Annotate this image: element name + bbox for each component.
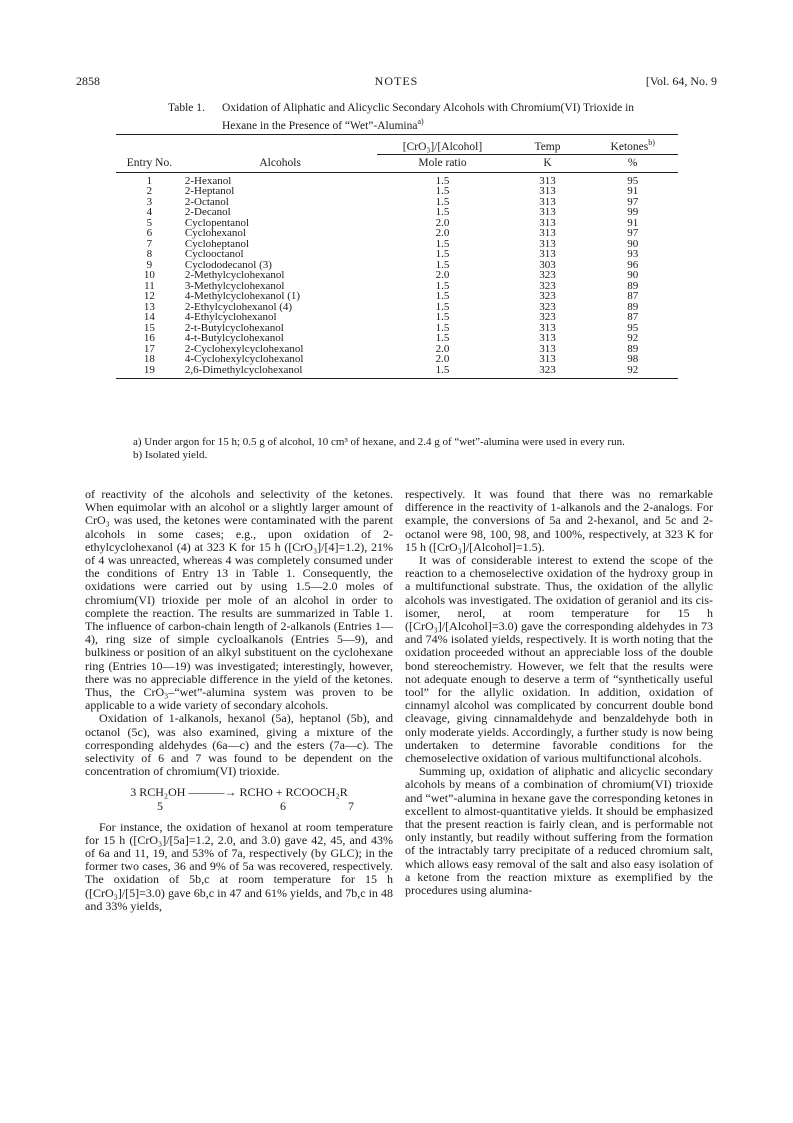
footnote-a: a) Under argon for 15 h; 0.5 g of alcohol, 10 cm³ of hexane, and 2.4 g of “wet”-alumina were used in every run. [133, 436, 625, 448]
cell-alcohol: Cyclohexanol [184, 227, 246, 240]
cell-entry: 11 [144, 279, 155, 292]
cell-ketones: 92 [587, 365, 678, 379]
header-ketones [587, 135, 678, 155]
cell-alcohol: 2-Heptanol [184, 185, 235, 198]
cell-ratio: 1.5 [435, 258, 450, 271]
cell-alcohol: 2,6-Dimethylcyclohexanol [183, 365, 378, 379]
right-paragraph-1: respectively. It was found that there was no remarkable difference in the reactivity of 1-alkanols and the 2-analogs. For example, the conversions of 5a and 2-hexanol, and 5c and 2-octanol were 98, 100, 98, and 100%, respectively, at 323 K for 15 h ([CrO₃]/[Alcohol]=1.5). [405, 487, 713, 554]
cell-entry: 15 [143, 321, 155, 334]
cell-temp: 313 [539, 195, 556, 208]
right-column [405, 488, 713, 897]
cell-entry: 1 [146, 174, 153, 187]
cell-temp: 313 [539, 237, 556, 250]
cell-ratio: 1.5 [435, 290, 450, 303]
header-ketones-unit: % [587, 155, 678, 173]
cell-ketones: 93 [627, 248, 639, 261]
cell-alcohol: 2-t-Butylcyclohexanol [184, 321, 284, 334]
header-temp-unit: K [508, 155, 588, 173]
cell-entry: 4 [146, 206, 153, 219]
equation-compound-numbers [85, 800, 393, 813]
cell-alcohol: 4-Ethylcyclohexanol [184, 311, 277, 324]
cell-temp: 313 [539, 353, 556, 366]
cell-temp: 323 [539, 269, 556, 282]
cell-alcohol: Cyclododecanol (3) [184, 258, 272, 271]
cell-entry: 19 [116, 365, 183, 379]
table-footnotes [133, 436, 693, 462]
cell-entry: 6 [146, 227, 153, 240]
cell-ketones: 97 [627, 195, 639, 208]
reaction-equation [85, 786, 393, 812]
cell-entry: 7 [146, 237, 153, 250]
page-header [76, 74, 717, 90]
cell-ratio: 1.5 [435, 332, 450, 345]
table-row [116, 172, 678, 186]
cell-ratio: 1.5 [435, 174, 450, 187]
cell-ketones: 87 [627, 311, 639, 324]
header-ratio-unit: Mole ratio [377, 155, 507, 173]
cell-ketones: 92 [627, 332, 639, 345]
cell-ketones: 90 [627, 269, 639, 282]
cell-alcohol: 2-Cyclohexylcyclohexanol [184, 342, 304, 355]
cell-ratio: 1.5 [435, 248, 450, 261]
cell-ratio: 2.0 [435, 227, 450, 240]
table-header [116, 135, 678, 173]
cell-entry: 5 [146, 216, 153, 229]
cell-entry: 10 [143, 269, 155, 282]
volume-info: [Vol. 64, No. 9 [645, 74, 717, 88]
compound-number-5: 5 [157, 798, 163, 813]
cell-ketones: 99 [627, 206, 639, 219]
cell-alcohol: 2-Ethylcyclohexanol (4) [184, 300, 293, 313]
cell-alcohol: 4-t-Butylcyclohexanol [184, 332, 284, 345]
cell-entry: 3 [146, 195, 153, 208]
compound-number-7: 7 [348, 798, 354, 813]
cell-ketones: 90 [627, 237, 639, 250]
results-table [116, 134, 678, 379]
cell-ketones: 91 [627, 185, 639, 198]
table-body [116, 172, 678, 379]
header-ketones-text: Ketones [610, 140, 649, 153]
cell-entry: 9 [146, 258, 153, 271]
left-column [85, 488, 393, 913]
cell-temp: 313 [539, 248, 556, 261]
cell-ratio: 1.5 [435, 311, 450, 324]
cell-entry: 14 [143, 311, 155, 324]
cell-entry: 18 [143, 353, 155, 366]
cell-ratio: 1.5 [435, 321, 450, 334]
cell-temp: 313 [539, 206, 556, 219]
cell-temp: 313 [539, 321, 556, 334]
header-temp: Temp [508, 135, 588, 155]
cell-ketones: 98 [627, 353, 639, 366]
cell-ketones: 89 [627, 342, 639, 355]
cell-entry: 8 [146, 248, 153, 261]
cell-alcohol: 2-Hexanol [184, 174, 232, 187]
cell-temp: 323 [508, 365, 588, 379]
header-alcohols: Alcohols [183, 135, 378, 173]
cell-alcohol: 2-Octanol [184, 195, 229, 208]
cell-ratio: 1.5 [377, 365, 507, 379]
table-label: Table 1. [168, 102, 205, 114]
cell-ratio: 1.5 [435, 300, 450, 313]
cell-alcohol: 3-Methylcyclohexanol [184, 279, 285, 292]
right-paragraph-2: It was of considerable interest to extend the scope of the reaction to a chemoselective oxidation of the hydroxy group in a multifunctional substrate. Thus, the oxidation of the allylic alcohols was investigated. The oxidation of geraniol and its cis-isomer, nerol, at room temperature for 15 h ([CrO₃]/[Alcohol]=3.0) gave the corresponding aldehydes in 73 and 74% isolated yields, respectively. It is worth noting that the oxidation proceeded without an appreciable loss of the double bond stereochemistry. However, we felt that the results were not adequate enough to deserve a term of “synthetically useful tool” for the allylic oxidation. In addition, oxidation of cinnamyl alcohol was complicated by concurrent double bond cleavage, giving cinnamaldehyde and benzaldehyde both in only moderate yields. Accordingly, a further study is now being undertaken to determine favorable conditions for the chemoselective oxidation of various multifunctional alcohols. [405, 553, 713, 766]
cell-ketones: 89 [627, 300, 639, 313]
cell-ketones: 97 [627, 227, 639, 240]
cell-temp: 313 [539, 332, 556, 345]
cell-temp: 313 [539, 216, 556, 229]
cell-alcohol: 4-Cyclohexylcyclohexanol [184, 353, 304, 366]
cell-alcohol: 2-Decanol [184, 206, 231, 219]
cell-ratio: 1.5 [435, 206, 450, 219]
cell-entry: 16 [143, 332, 155, 345]
cell-ratio: 1.5 [435, 279, 450, 292]
header-entry: Entry No. [116, 135, 183, 173]
cell-ratio: 2.0 [435, 353, 450, 366]
page-number: 2858 [76, 74, 100, 88]
cell-ketones: 89 [627, 279, 639, 292]
equation-text: 3 RCH₂OH ———→ RCHO + RCOOCH₂R [130, 785, 348, 800]
cell-temp: 313 [539, 227, 556, 240]
cell-temp: 323 [539, 300, 556, 313]
cell-entry: 13 [143, 300, 155, 313]
header-ketones-footnote-mark: b) [648, 138, 655, 147]
cell-entry: 17 [143, 342, 155, 355]
cell-ratio: 2.0 [435, 269, 450, 282]
cell-temp: 313 [539, 185, 556, 198]
cell-ketones: 95 [627, 174, 639, 187]
cell-temp: 323 [539, 279, 556, 292]
right-paragraph-3: Summing up, oxidation of aliphatic and alicyclic secondary alcohols by means of a combination of chromium(VI) trioxide and “wet”-alumina in hexane gave the corresponding ketones in excellent to almost-quantitative yields. It should be emphasized that the present reaction is fairly clean, and is performable not only instantly, but readily without suffering from the formation of the intractably tarry precipitate of a reduced chromium salt, which allows easy removal of the salt and also easy isolation of a ketone from the reaction mixture as exemplified by the procedures using alumina- [405, 764, 713, 898]
cell-entry: 2 [146, 185, 153, 198]
cell-temp: 323 [539, 290, 556, 303]
cell-temp: 313 [539, 342, 556, 355]
cell-temp: 313 [539, 174, 556, 187]
cell-alcohol: Cyclopentanol [184, 216, 250, 229]
header-ratio: [CrO₃]/[Alcohol] [377, 135, 507, 155]
left-paragraph-3: For instance, the oxidation of hexanol at room temperature for 15 h ([CrO₃]/[5a]=1.2, 2.0, and 3.0) gave 42, 45, and 43% of 6a and 11, 19, and 53% of 7a, respectively (by GLC); in the former two cases, 36 and 9% of 5a was recovered, respectively. The oxidation of 5b,c at room temperature for 15 h ([CrO₃]/[5]=3.0) gave 6b,c in 47 and 61% yields, and 7b,c in 48 and 33% yields, [85, 819, 393, 913]
cell-temp: 323 [539, 311, 556, 324]
compound-number-6: 6 [280, 798, 286, 813]
cell-alcohol: 4-Methylcyclohexanol (1) [184, 290, 301, 303]
cell-entry: 12 [143, 290, 155, 303]
cell-ratio: 1.5 [435, 185, 450, 198]
footnote-b: b) Isolated yield. [133, 449, 208, 461]
cell-ketones: 95 [627, 321, 639, 334]
cell-alcohol: Cycloheptanol [184, 237, 250, 250]
cell-ratio: 1.5 [435, 237, 450, 250]
cell-ratio: 2.0 [435, 216, 450, 229]
table-caption-text: Oxidation of Aliphatic and Alicyclic Secondary Alcohols with Chromium(VI) Trioxide in Hexane in the Presence of “Wet”-Alumina [222, 102, 635, 132]
table-row [116, 365, 678, 379]
cell-ketones: 96 [627, 258, 639, 271]
cell-alcohol: 2-Methylcyclohexanol [184, 269, 285, 282]
cell-ketones: 91 [627, 216, 639, 229]
left-paragraph-2: Oxidation of 1-alkanols, hexanol (5a), heptanol (5b), and octanol (5c), was also examined, giving a mixture of the corresponding aldehydes (6a—c) and the esters (7a—c). The selectivity of 6 and 7 was found to be dependent on the concentration of chromium(VI) trioxide. [85, 711, 393, 779]
caption-footnote-mark: a) [417, 117, 424, 126]
cell-ratio: 1.5 [435, 195, 450, 208]
left-paragraph-1: of reactivity of the alcohols and selectivity of the ketones. When equimolar with an alcohol or a slightly larger amount of CrO₃ was used, the ketones were contaminated with the parent alcohols in some cases; e.g., upon oxidation of 2-ethylcyclohexanol (4) at 323 K for 15 h ([CrO₃]/[4]=1.2), 21% of 4 was unreacted, whereas 4 was completely consumed under the conditions of Entry 13 in Table 1. Consequently, the oxidations were carried out by using 1.5—2.0 moles of chromium(VI) trioxide per mole of an alcohol in order to complete the reaction. The results are summarized in Table 1. The influence of carbon-chain length of 2-alkanols (Entries 1—4), ring size of simple cycloalkanols (Entries 5—9), and bulkiness or position of an alkyl substituent on the cyclohexane ring (Entries 10—19) was investigated; interestingly, however, there was no appreciable difference in the yield of the ketones. Thus, the CrO₃–“wet”-alumina system was proven to be applicable to a wide variety of secondary alcohols. [85, 487, 393, 713]
cell-alcohol: Cyclooctanol [184, 248, 244, 261]
running-title: NOTES [374, 74, 419, 88]
cell-ketones: 87 [627, 290, 639, 303]
cell-temp: 303 [539, 258, 556, 271]
table-caption [168, 102, 638, 133]
cell-ratio: 2.0 [435, 342, 450, 355]
